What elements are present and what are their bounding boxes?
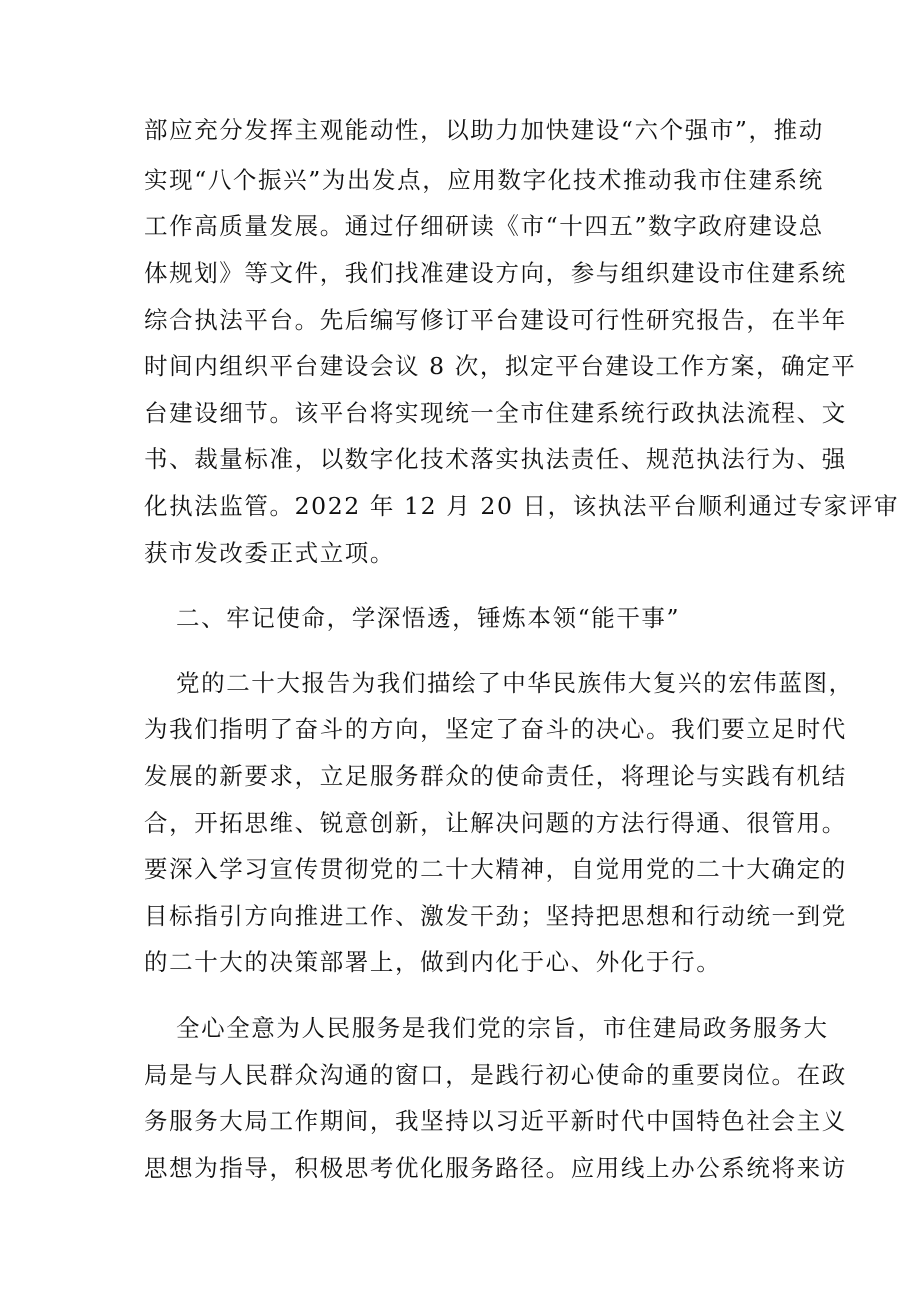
paragraph-line: 台建设细节。该平台将实现统一全市住建系统行政执法流程、文: [144, 399, 847, 427]
paragraph-line: 目标指引方向推进工作、激发干劲；坚持把思想和行动统一到党: [144, 902, 847, 930]
paragraph-line: 的二十大的决策部署上，做到内化于心、外化于行。: [144, 948, 722, 976]
paragraph-line: 时间内组织平台建设会议 8 次，拟定平台建设工作方案，确定平: [144, 352, 857, 380]
paragraph-line: 务服务大局工作期间，我坚持以习近平新时代中国特色社会主义: [144, 1107, 847, 1135]
paragraph-line: 工作高质量发展。通过仔细研读《市“十四五”数字政府建设总: [144, 212, 824, 240]
paragraph-line: 书、裁量标准，以数字化技术落实执法责任、规范执法行为、强: [144, 445, 847, 473]
paragraph-line: 获市发改委正式立项。: [144, 539, 395, 567]
paragraph-line: 为我们指明了奋斗的方向，坚定了奋斗的决心。我们要立足时代: [144, 715, 847, 743]
paragraph-line: 体规划》等文件，我们找准建设方向，参与组织建设市住建系统: [144, 259, 847, 287]
paragraph-line: 全心全意为人民服务是我们党的宗旨，市住建局政务服务大: [176, 1014, 829, 1042]
paragraph-line: 综合执法平台。先后编写修订平台建设可行性研究报告，在半年: [144, 306, 847, 334]
paragraph-line: 化执法监管。2022 年 12 月 20 日，该执法平台顺利通过专家评审: [144, 492, 900, 520]
paragraph-line: 发展的新要求，立足服务群众的使命责任，将理论与实践有机结: [144, 762, 847, 790]
paragraph-line: 合，开拓思维、锐意创新，让解决问题的方法行得通、很管用。: [144, 809, 847, 837]
paragraph-line: 局是与人民群众沟通的窗口，是践行初心使命的重要岗位。在政: [144, 1061, 847, 1089]
paragraph-line: 思想为指导，积极思考优化服务路径。应用线上办公系统将来访: [144, 1154, 847, 1182]
section-heading: 二、牢记使命，学深悟透，锤炼本领“能干事”: [176, 604, 681, 632]
paragraph-line: 要深入学习宣传贯彻党的二十大精神，自觉用党的二十大确定的: [144, 855, 847, 883]
paragraph-line: 党的二十大报告为我们描绘了中华民族伟大复兴的宏伟蓝图，: [176, 669, 854, 697]
paragraph-line: 部应充分发挥主观能动性，以助力加快建设“六个强市”，推动: [144, 116, 824, 144]
paragraph-line: 实现“八个振兴”为出发点，应用数字化技术推动我市住建系统: [144, 166, 824, 194]
